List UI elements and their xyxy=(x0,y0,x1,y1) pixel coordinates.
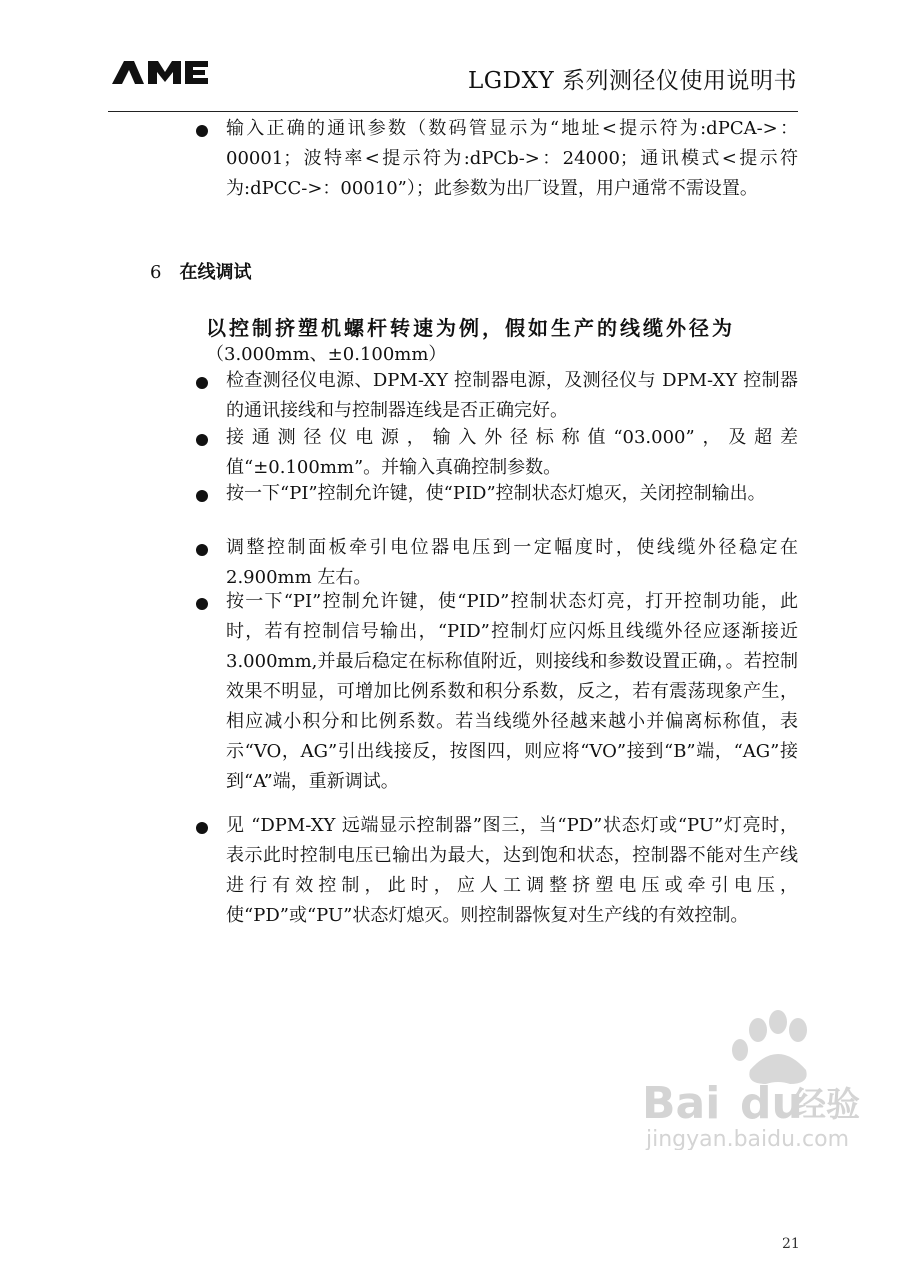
bullet-icon xyxy=(196,490,208,502)
bullet-text: 检查测径仪电源、DPM-XY 控制器电源，及测径仪与 DPM-XY 控制器的通讯接线和与控制器连线是否正确完好。 xyxy=(226,370,798,421)
section-heading xyxy=(150,258,251,284)
watermark-brand: Bai xyxy=(642,1078,721,1129)
bullet-text: 见 “DPM-XY 远端显示控制器”图三，当“PD”状态灯或“PU”灯亮时，表示此时控制电压已输出为最大，达到饱和状态，控制器不能对生产线进行有效控制，此时，应人工调整挤塑电压或牵引电压，使“PD”或“PU”状态灯熄灭。则控制器恢复对生产线的有效控制。 xyxy=(226,815,798,926)
bullet-text: 输入正确的通讯参数（数码管显示为“地址<提示符为:dPCA->：00001；波特率<提示符为:dPCb->：24000；通讯模式<提示符为:dPCC->：00010”）；此参数为出厂设置，用户通常不需设置。 xyxy=(226,118,798,199)
document-title: LGDXY 系列测径仪使用说明书 xyxy=(468,68,797,94)
watermark-url: jingyan.baidu.com xyxy=(646,1127,850,1150)
baidu-watermark xyxy=(640,1000,870,1150)
watermark-cn: 经验 xyxy=(792,1085,860,1125)
bullet-icon xyxy=(196,544,208,556)
bullet-text: 接通测径仪电源，输入外径标称值“03.000”，及超差值“±0.100mm”。并输入真确控制参数。 xyxy=(226,427,798,478)
watermark-brand2: du xyxy=(740,1078,803,1129)
amc-logo xyxy=(110,58,210,86)
bullet-text: 按一下“PI”控制允许键，使“PID”控制状态灯熄灭，关闭控制输出。 xyxy=(226,483,766,504)
bullet-icon xyxy=(196,377,208,389)
paw-icon xyxy=(732,1010,807,1084)
intro-range: （3.000mm、±0.100mm） xyxy=(206,344,447,365)
bullet-icon xyxy=(196,434,208,446)
bullet-icon xyxy=(196,822,208,834)
header-divider xyxy=(108,111,798,112)
bullet-icon xyxy=(196,598,208,610)
section-number: 6 xyxy=(150,262,162,283)
bullet-text: 调整控制面板牵引电位器电压到一定幅度时，使线缆外径稳定在 2.900mm 左右。 xyxy=(226,537,798,588)
page-number: 21 xyxy=(782,1236,800,1252)
intro-line: 以控制挤塑机螺杆转速为例，假如生产的线缆外径为 xyxy=(206,316,735,340)
section-title: 在线调试 xyxy=(179,262,252,283)
bullet-icon xyxy=(196,125,208,137)
bullet-text: 按一下“PI”控制允许键，使“PID”控制状态灯亮，打开控制功能，此时，若有控制信号输出，“PID”控制灯应闪烁且线缆外径应逐渐接近 3.000mm,并最后稳定在标称值附近，则接线和参数设置正确，。若控制效果不明显，可增加比例系数和积分系数，反之，若有震荡现象产生，相应减小积分和比例系数。若当线缆外径越来越小并偏离标称值，表示“VO，AG”引出线接反，按图四，则应将“VO”接到“B”端，“AG”接到“A”端，重新调试。 xyxy=(226,591,798,792)
